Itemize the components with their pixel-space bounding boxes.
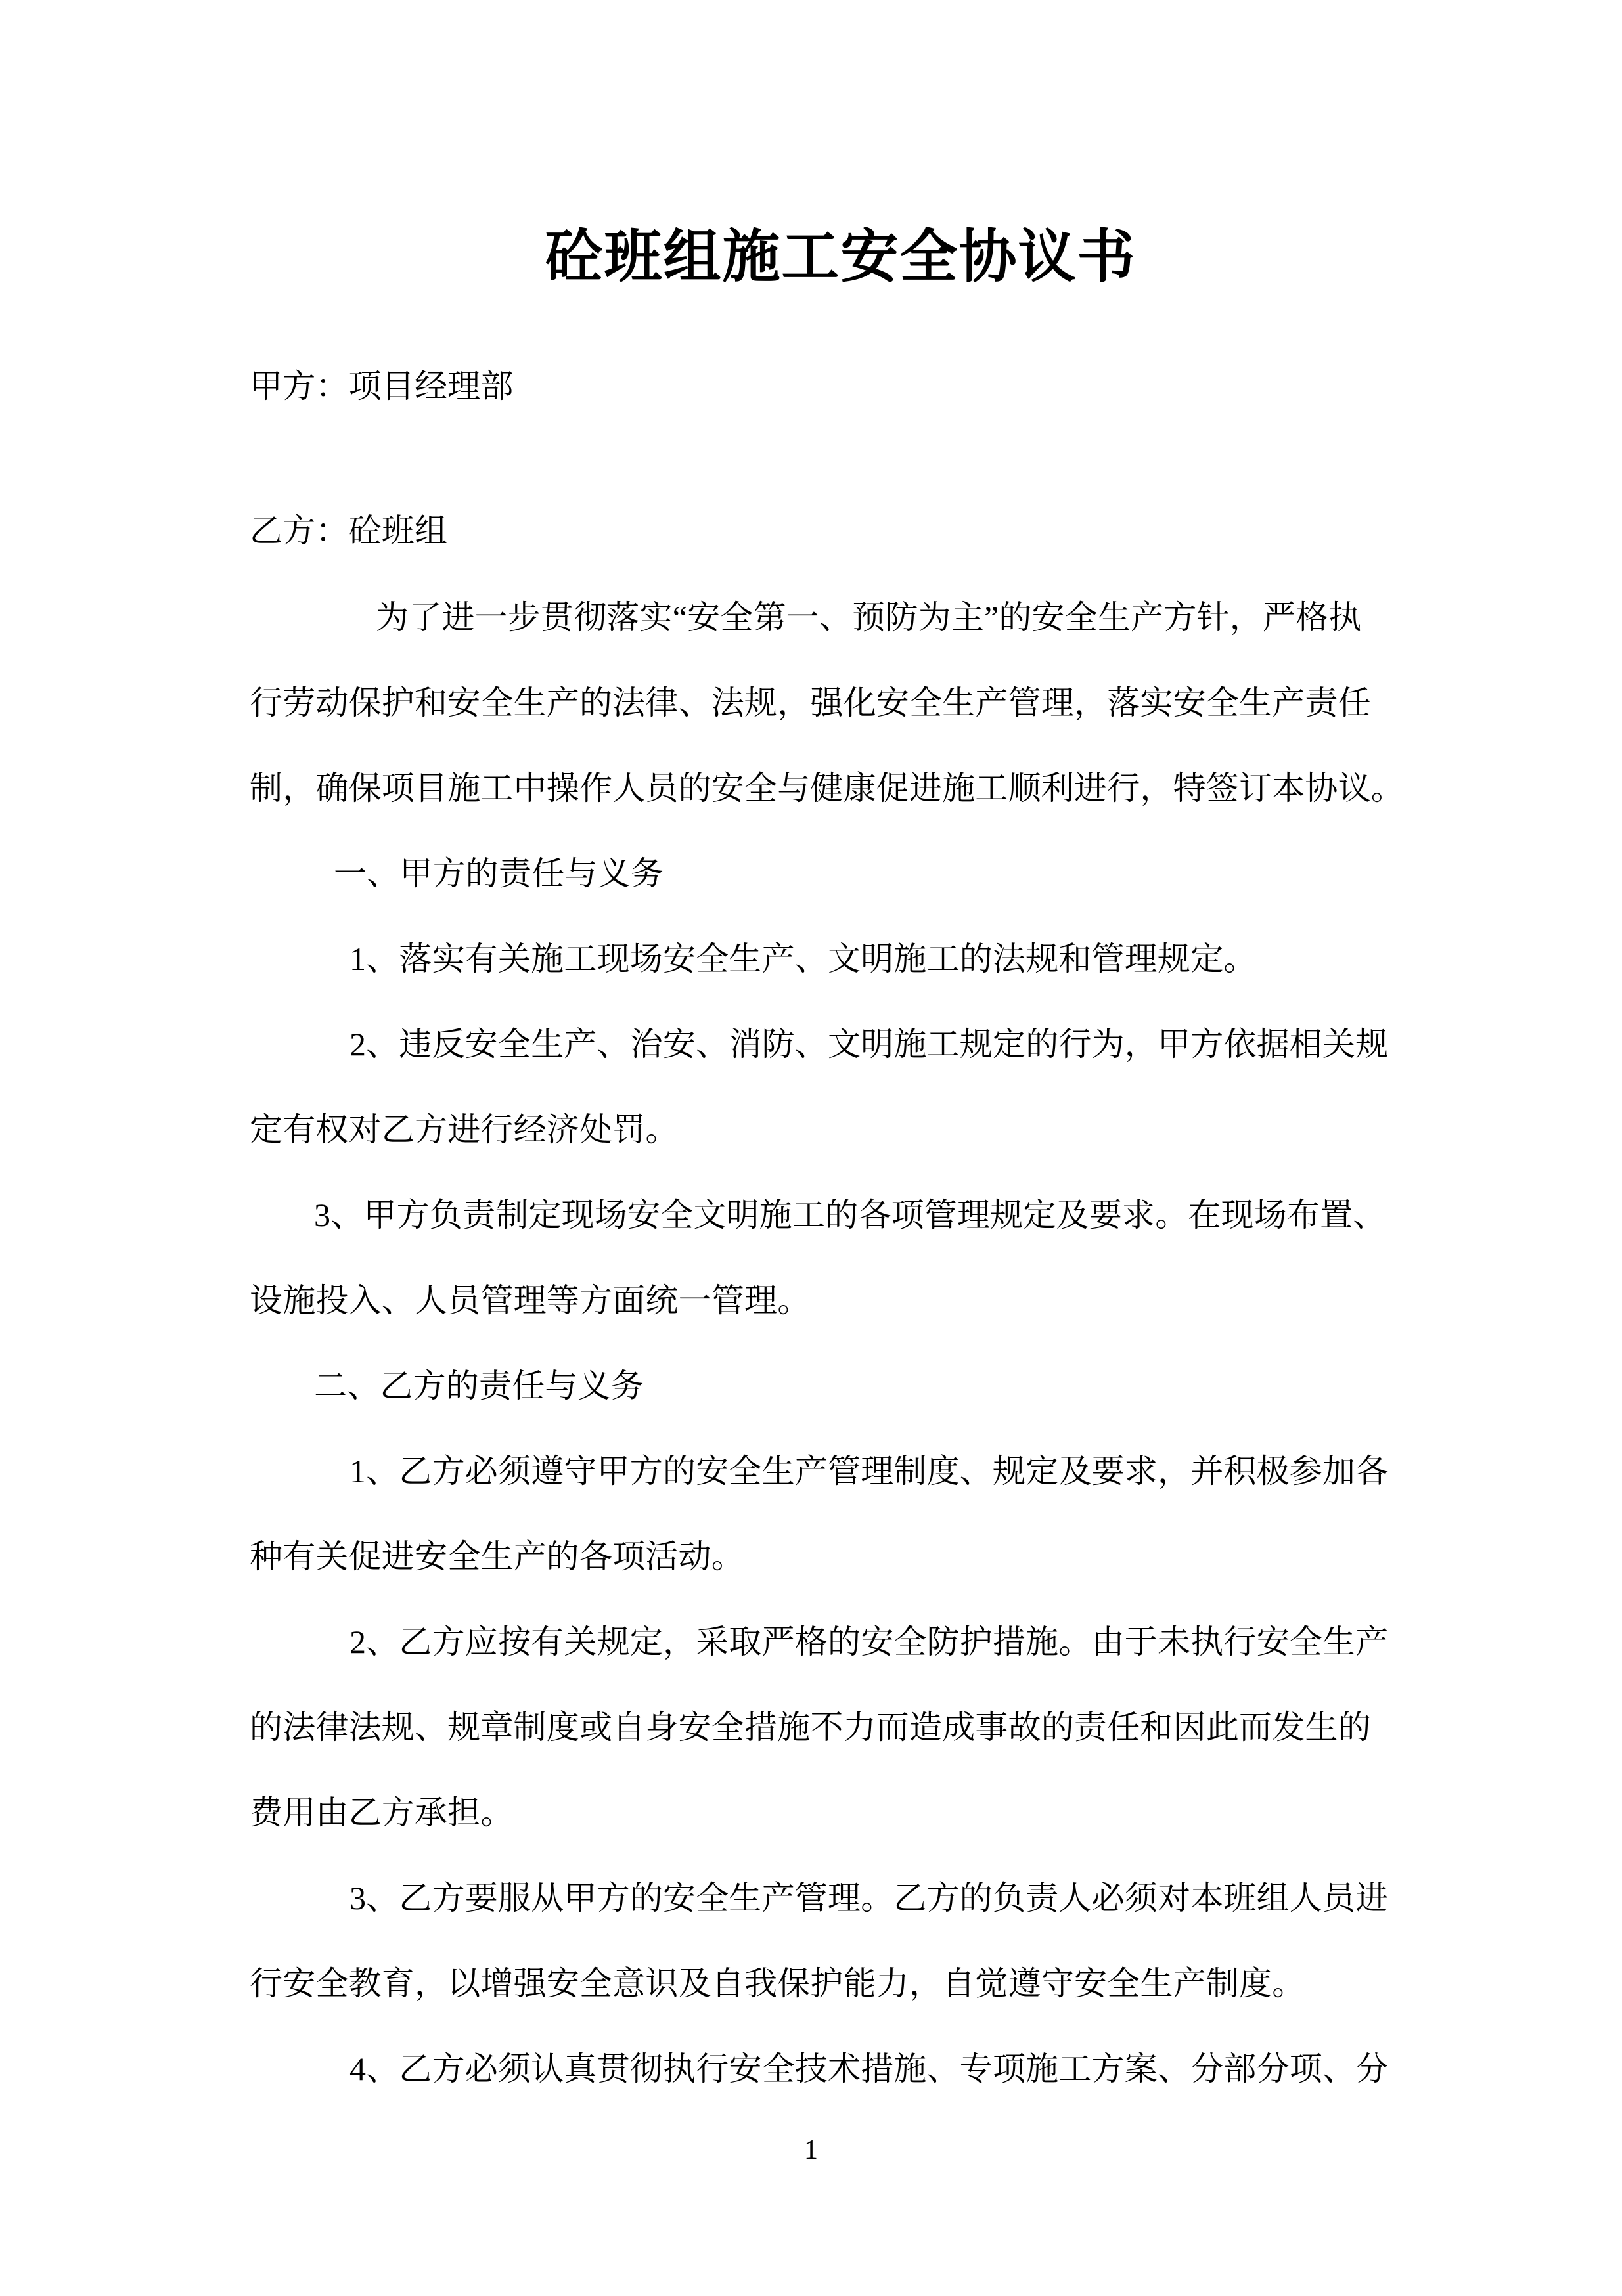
page-number: 1 xyxy=(804,2135,818,2165)
body-line: 4、乙方必须认真贯彻执行安全技术措施、专项施工方案、分部分项、分 xyxy=(349,2050,1389,2087)
body-line: 二、乙方的责任与义务 xyxy=(314,1367,644,1404)
body-line: 2、乙方应按有关规定，采取严格的安全防护措施。由于未执行安全生产 xyxy=(349,1623,1389,1660)
body-line: 2、违反安全生产、治安、消防、文明施工规定的行为，甲方依据相关规 xyxy=(349,1026,1389,1063)
document-title: 砼班组施工安全协议书 xyxy=(545,226,1137,290)
body-line: 为了进一步贯彻落实“安全第一、预防为主”的安全生产方针，严格执 xyxy=(376,599,1362,636)
body-line: 设施投入、人员管理等方面统一管理。 xyxy=(250,1282,811,1319)
body-line: 3、乙方要服从甲方的安全生产管理。乙方的负责人必须对本班组人员进 xyxy=(349,1880,1389,1916)
body-line: 3、甲方负责制定现场安全文明施工的各项管理规定及要求。在现场布置、 xyxy=(314,1197,1386,1233)
body-line: 1、落实有关施工现场安全生产、文明施工的法规和管理规定。 xyxy=(349,940,1257,977)
body-line: 1、乙方必须遵守甲方的安全生产管理制度、规定及要求，并积极参加各 xyxy=(349,1453,1389,1490)
body-line: 定有权对乙方进行经济处罚。 xyxy=(250,1111,679,1148)
body-line: 种有关促进安全生产的各项活动。 xyxy=(250,1538,744,1575)
body-line: 一、甲方的责任与义务 xyxy=(334,855,664,892)
spacer xyxy=(250,429,1372,488)
body-line: 制，确保项目施工中操作人员的安全与健康促进施工顺利进行，特签订本协议。 xyxy=(250,770,1404,806)
document-body xyxy=(250,575,1404,2111)
body-line: 行安全教育，以增强安全意识及自我保护能力，自觉遵守安全生产制度。 xyxy=(250,1965,1305,2002)
body-line: 行劳动保护和安全生产的法律、法规，强化安全生产管理，落实安全生产责任 xyxy=(250,684,1371,721)
spacer xyxy=(250,301,1372,343)
body-line: 的法律法规、规章制度或自身安全措施不力而造成事故的责任和因此而发生的 xyxy=(250,1709,1371,1746)
body-line: 费用由乙方承担。 xyxy=(250,1794,514,1831)
party-b-line: 乙方：砼班组 xyxy=(250,512,448,549)
party-a-line: 甲方：项目经理部 xyxy=(250,368,514,405)
